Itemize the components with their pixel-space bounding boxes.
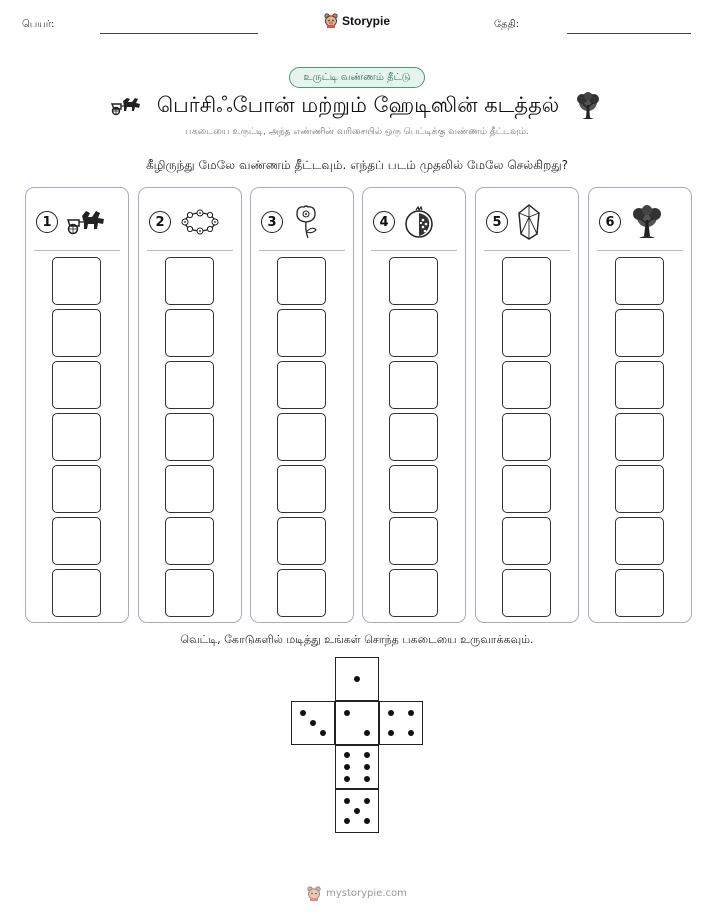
color-box[interactable] [165,309,214,357]
color-box[interactable] [165,517,214,565]
pomegranate-icon [403,206,435,238]
die-face-2 [335,701,379,745]
flower-wreath-icon [179,208,221,236]
column-header [36,202,120,242]
die-pip [300,710,306,716]
die-pip [344,710,350,716]
flower-icon [291,204,321,240]
date-line[interactable] [567,33,691,34]
color-box[interactable] [502,413,551,461]
color-box[interactable] [502,257,551,305]
die-pip [344,776,350,782]
die-pip [310,720,316,726]
color-box[interactable] [277,517,326,565]
color-box[interactable] [502,517,551,565]
column-number: 5 [486,211,508,233]
color-box[interactable] [615,413,664,461]
column-number: 2 [149,211,171,233]
color-box[interactable] [615,465,664,513]
column-header [373,202,457,242]
column-divider [34,250,120,251]
color-box[interactable] [52,569,101,617]
footer [0,886,714,901]
title-row [0,89,714,123]
column-number: 4 [373,211,395,233]
color-box[interactable] [165,361,214,409]
column-3 [250,187,354,623]
color-box[interactable] [502,361,551,409]
column-1 [25,187,129,623]
die-pip [354,808,360,814]
column-2 [138,187,242,623]
column-number: 1 [36,211,58,233]
brand-logo [0,13,714,28]
color-box[interactable] [165,465,214,513]
column-header [486,202,570,242]
color-box[interactable] [389,517,438,565]
die-pip [388,710,394,716]
die-pip [408,710,414,716]
column-4 [362,187,466,623]
column-divider [484,250,570,251]
name-label: பெயர்: [22,19,55,30]
color-box[interactable] [389,413,438,461]
die-face-5 [335,789,379,833]
brand-name: Storypie [341,13,390,28]
color-box[interactable] [277,569,326,617]
die-pip [364,776,370,782]
column-number: 3 [261,211,283,233]
die-pip [344,818,350,824]
column-number: 6 [599,211,621,233]
storypie-mascot-icon [307,886,321,901]
color-box[interactable] [502,465,551,513]
color-box[interactable] [165,257,214,305]
color-box[interactable] [52,309,101,357]
color-box[interactable] [165,569,214,617]
date-label: தேதி: [494,19,520,30]
column-divider [259,250,345,251]
color-box[interactable] [52,361,101,409]
die-face-6 [335,745,379,789]
die-pip [344,764,350,770]
die-face-1 [335,657,379,701]
die-pip [344,798,350,804]
color-box[interactable] [615,361,664,409]
color-box[interactable] [277,361,326,409]
instruction-subtitle: பகடையை உருட்டி, அந்த எண்ணின் வரிசையில் ஒரு பெட்டிக்கு வண்ணம் தீட்டவும். [185,127,529,137]
color-box[interactable] [277,257,326,305]
color-box[interactable] [277,413,326,461]
die-pip [320,730,326,736]
crystal-icon [516,204,542,240]
column-divider [597,250,683,251]
color-box[interactable] [389,257,438,305]
column-header [149,202,233,242]
tree-icon [573,91,603,121]
chariot-icon [111,95,143,117]
die-pip [364,764,370,770]
column-6 [588,187,692,623]
color-box[interactable] [277,465,326,513]
color-box[interactable] [389,309,438,357]
column-divider [371,250,457,251]
color-box[interactable] [389,361,438,409]
die-face-4 [379,701,423,745]
die-pip [354,676,360,682]
chariot-icon [66,208,108,236]
tree-icon [629,204,665,240]
color-box[interactable] [615,257,664,305]
color-box[interactable] [389,465,438,513]
color-box[interactable] [165,413,214,461]
color-box[interactable] [277,309,326,357]
instruction-question: கீழிருந்து மேலே வண்ணம் தீட்டவும். எந்தப் படம் முதலில் மேலே செல்கிறது? [145,158,569,172]
name-line[interactable] [100,33,258,34]
color-box[interactable] [52,257,101,305]
color-box[interactable] [615,309,664,357]
color-box[interactable] [389,569,438,617]
die-face-3 [291,701,335,745]
color-box[interactable] [615,517,664,565]
die-pip [408,730,414,736]
color-box[interactable] [615,569,664,617]
footer-url[interactable]: mystorypie.com [326,888,407,899]
color-box[interactable] [52,517,101,565]
die-pip [364,798,370,804]
color-box[interactable] [52,413,101,461]
die-pip [364,752,370,758]
storypie-mascot-icon [324,13,338,28]
column-divider [147,250,233,251]
die-pip [364,818,370,824]
die-pip [388,730,394,736]
column-header [599,202,683,242]
color-box[interactable] [502,569,551,617]
page-title: பெர்சிஃபோன் மற்றும் ஹேடிஸின் கடத்தல் [156,92,560,117]
die-pip [344,752,350,758]
die-instruction: வெட்டி, கோடுகளில் மடித்து உங்கள் சொந்த பகடையை உருவாக்கவும். [180,633,534,646]
column-5 [475,187,579,623]
color-box[interactable] [502,309,551,357]
color-box[interactable] [52,465,101,513]
die-pip [364,730,370,736]
column-header [261,202,345,242]
activity-tag: உருட்டி வண்ணம் தீட்டு [289,67,425,88]
